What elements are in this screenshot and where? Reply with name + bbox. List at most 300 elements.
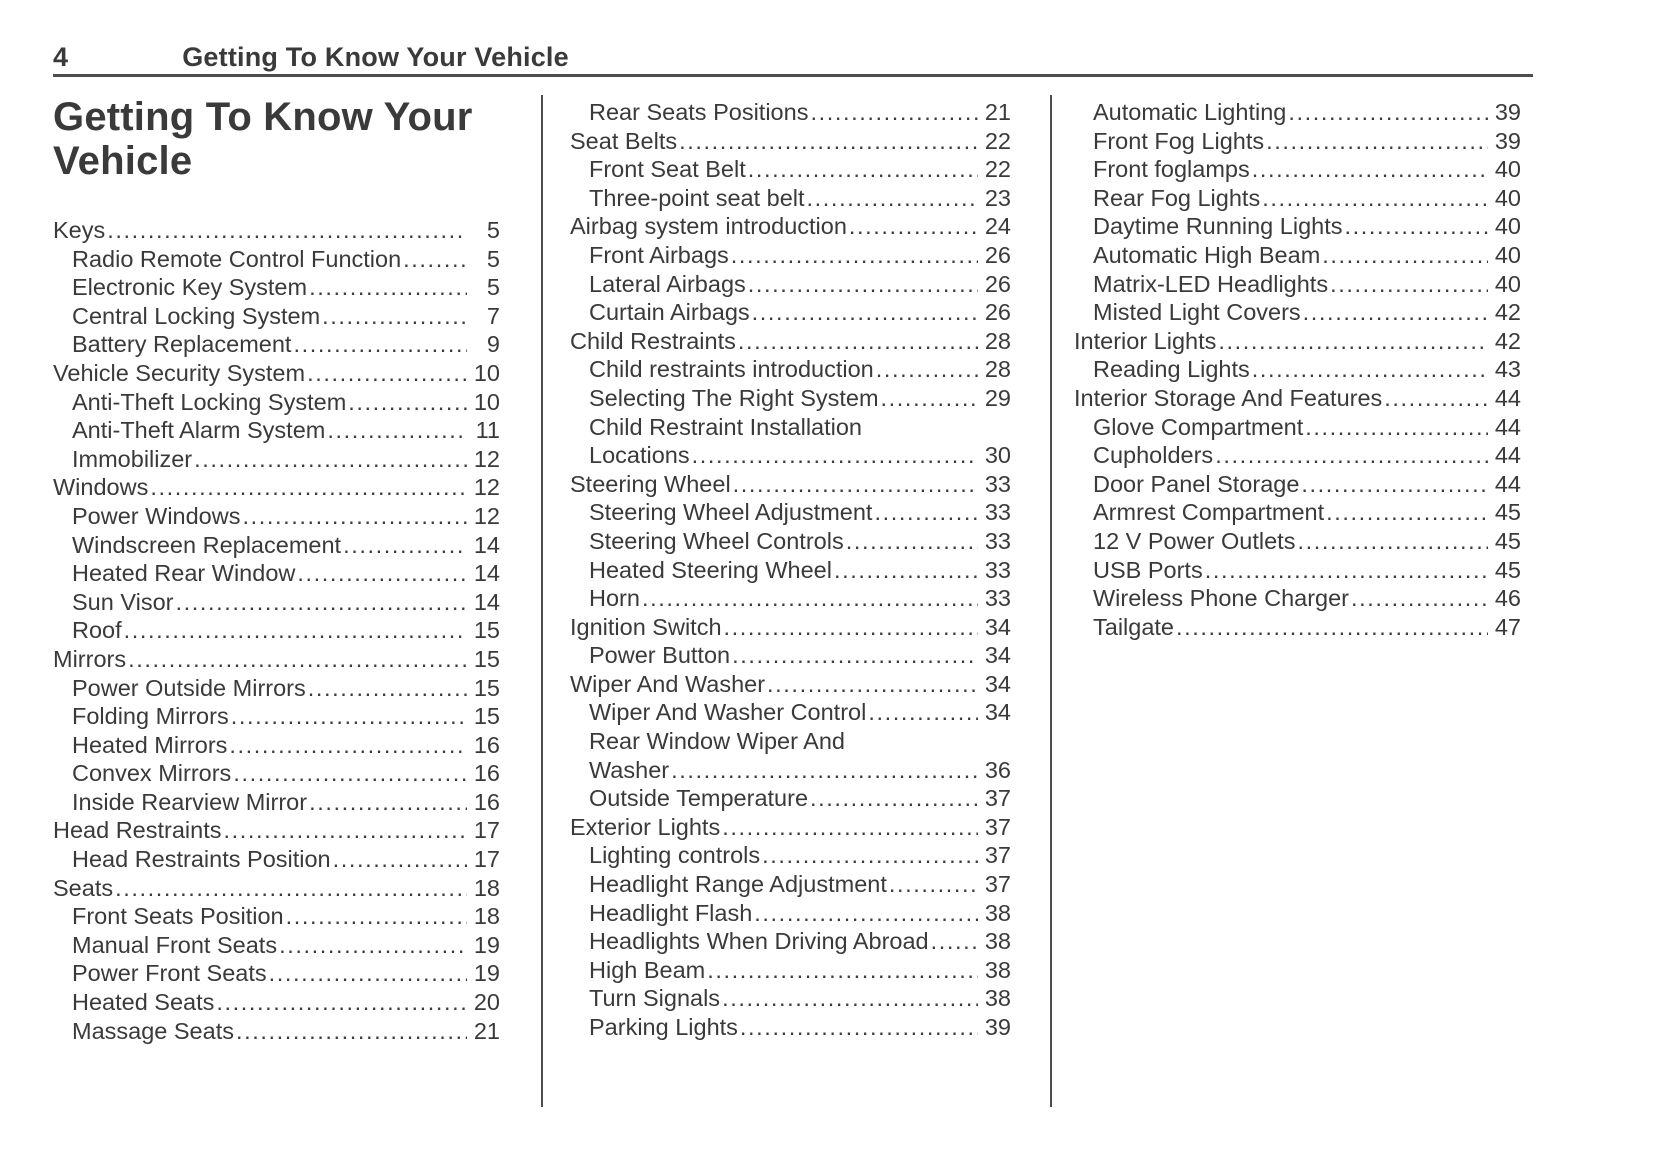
toc-entry bbox=[1074, 212, 1521, 241]
toc-entry-label: Battery Replacement bbox=[72, 331, 292, 358]
toc-entry-page: 39 bbox=[1494, 127, 1521, 154]
toc-entry-label: Lateral Airbags bbox=[589, 270, 746, 297]
toc-entry bbox=[53, 816, 500, 845]
toc-dot-leader bbox=[293, 330, 467, 359]
toc-entry-label: Daytime Running Lights bbox=[1093, 213, 1343, 240]
toc-dot-leader bbox=[722, 984, 978, 1013]
toc-entry-label: Three-point seat belt bbox=[589, 184, 805, 211]
toc-entry-label: Locations bbox=[589, 442, 690, 469]
toc-entry-page: 5 bbox=[486, 217, 500, 243]
toc-entry-label: Seats bbox=[53, 874, 114, 901]
toc-dot-leader bbox=[733, 470, 978, 499]
toc-entry-label: Child Restraints bbox=[570, 327, 736, 354]
toc-entry-page: 23 bbox=[984, 184, 1011, 211]
toc-dot-leader bbox=[1384, 384, 1488, 413]
toc-entry-page: 15 bbox=[473, 617, 500, 644]
toc-entry bbox=[570, 641, 1011, 670]
toc-dot-leader bbox=[1351, 584, 1488, 613]
toc-entry-label: Seat Belts bbox=[570, 127, 678, 154]
toc-entry bbox=[53, 416, 500, 445]
toc-entry-page: 40 bbox=[1494, 156, 1521, 183]
toc-entry-page: 42 bbox=[1494, 299, 1521, 326]
toc-entry bbox=[570, 698, 1011, 727]
toc-entry bbox=[570, 327, 1011, 356]
toc-entry bbox=[1074, 470, 1521, 499]
toc-entry-page: 14 bbox=[473, 531, 500, 558]
toc-entry-label: Parking Lights bbox=[589, 1014, 738, 1040]
toc-entry-label: Exterior Lights bbox=[570, 813, 721, 840]
toc-dot-leader bbox=[1297, 527, 1488, 556]
toc-entry bbox=[53, 388, 500, 417]
toc-entry bbox=[1074, 527, 1521, 556]
toc-entry-label: Child restraints introduction bbox=[589, 356, 874, 383]
toc-entry bbox=[53, 502, 500, 531]
toc-dot-leader bbox=[876, 355, 978, 384]
toc-entry-label: Windscreen Replacement bbox=[72, 531, 342, 558]
toc-entry-label: Ignition Switch bbox=[570, 613, 722, 640]
toc-entry-page: 16 bbox=[473, 788, 500, 815]
toc-entry-page: 17 bbox=[473, 817, 500, 844]
section-title-line2: Vehicle bbox=[53, 139, 193, 183]
toc-dot-leader bbox=[1322, 241, 1488, 270]
toc-entry-page: 14 bbox=[473, 560, 500, 587]
toc-entry-label: Windows bbox=[53, 474, 149, 501]
toc-entry-page: 38 bbox=[984, 985, 1011, 1012]
toc-entry bbox=[570, 155, 1011, 184]
toc-dot-leader bbox=[229, 731, 467, 760]
toc-entry-label: Headlight Range Adjustment bbox=[589, 871, 887, 898]
section-title bbox=[53, 95, 500, 183]
toc-entry bbox=[570, 527, 1011, 556]
toc-dot-leader bbox=[748, 270, 978, 299]
toc-entry bbox=[570, 212, 1011, 241]
toc-dot-leader bbox=[279, 931, 467, 960]
toc-entry bbox=[53, 702, 500, 731]
toc-entry bbox=[570, 899, 1011, 928]
toc-entry bbox=[53, 473, 500, 502]
toc-entry-label: USB Ports bbox=[1093, 556, 1203, 583]
toc-dot-leader bbox=[807, 184, 978, 213]
toc-entry-label: Power Outside Mirrors bbox=[72, 674, 306, 701]
toc-entry bbox=[570, 241, 1011, 270]
toc-entry-label: Sun Visor bbox=[72, 588, 174, 615]
toc-entry-page: 47 bbox=[1494, 613, 1521, 640]
toc-entry bbox=[570, 1013, 1011, 1042]
toc-entry bbox=[570, 470, 1011, 499]
toc-entry bbox=[53, 245, 500, 274]
toc-entry-label: Headlights When Driving Abroad bbox=[589, 928, 929, 955]
toc-entry-page: 45 bbox=[1494, 499, 1521, 526]
toc-entry-page: 34 bbox=[984, 613, 1011, 640]
toc-entry-label: Keys bbox=[53, 217, 106, 243]
toc-entry bbox=[1074, 98, 1521, 127]
toc-entry-page: 9 bbox=[486, 331, 500, 358]
toc-entry-page: 38 bbox=[984, 899, 1011, 926]
toc-entry-label: Automatic Lighting bbox=[1093, 99, 1287, 125]
toc-content bbox=[53, 95, 1533, 1115]
toc-entry bbox=[53, 874, 500, 903]
toc-entry-label: Wiper And Washer Control bbox=[589, 699, 867, 726]
toc-entry bbox=[1074, 384, 1521, 413]
toc-dot-leader bbox=[322, 302, 467, 331]
toc-entry-page: 38 bbox=[984, 956, 1011, 983]
toc-dot-leader bbox=[671, 756, 978, 785]
toc-entry-page: 44 bbox=[1494, 442, 1521, 469]
toc-entry bbox=[53, 674, 500, 703]
toc-entry-label: Turn Signals bbox=[589, 985, 721, 1012]
toc-entry-label: Interior Lights bbox=[1074, 327, 1217, 354]
toc-dot-leader bbox=[1262, 184, 1488, 213]
toc-entry-page: 20 bbox=[473, 989, 500, 1016]
toc-entry-label: Interior Storage And Features bbox=[1074, 384, 1383, 411]
toc-dot-leader bbox=[679, 127, 978, 156]
toc-entry bbox=[53, 959, 500, 988]
toc-entry-page: 33 bbox=[984, 470, 1011, 497]
toc-entry-label: Wiper And Washer bbox=[570, 670, 766, 697]
header-rule bbox=[53, 74, 1533, 77]
toc-column-3 bbox=[1074, 98, 1521, 641]
toc-entry bbox=[53, 616, 500, 645]
toc-dot-leader bbox=[115, 874, 467, 903]
toc-dot-leader bbox=[233, 759, 467, 788]
toc-entry-page: 15 bbox=[473, 645, 500, 672]
toc-entry-page: 40 bbox=[1494, 213, 1521, 240]
toc-entry bbox=[1074, 127, 1521, 156]
toc-entry-label: Folding Mirrors bbox=[72, 703, 229, 730]
toc-column-2 bbox=[570, 98, 1011, 1042]
toc-entry-label: Front Seat Belt bbox=[589, 156, 746, 183]
column-divider-1 bbox=[541, 95, 543, 1107]
toc-dot-leader bbox=[731, 241, 978, 270]
toc-dot-leader bbox=[707, 956, 978, 985]
toc-entry bbox=[53, 273, 500, 302]
toc-entry-label: Airbag system introduction bbox=[570, 213, 847, 240]
toc-dot-leader bbox=[1218, 327, 1488, 356]
toc-entry-page: 16 bbox=[473, 731, 500, 758]
toc-dot-leader bbox=[343, 531, 467, 560]
toc-entry-label: Heated Mirrors bbox=[72, 731, 228, 758]
toc-dot-leader bbox=[231, 702, 467, 731]
toc-entry-page: 43 bbox=[1494, 356, 1521, 383]
toc-entry-label: Lighting controls bbox=[589, 842, 761, 869]
toc-dot-leader bbox=[1301, 470, 1488, 499]
toc-entry bbox=[1074, 270, 1521, 299]
toc-entry-page: 34 bbox=[984, 670, 1011, 697]
toc-entry-page: 33 bbox=[984, 527, 1011, 554]
toc-dot-leader bbox=[738, 327, 978, 356]
toc-entry bbox=[570, 670, 1011, 699]
toc-dot-leader bbox=[175, 588, 467, 617]
toc-entry-page: 29 bbox=[984, 384, 1011, 411]
toc-dot-leader bbox=[128, 645, 467, 674]
toc-entry bbox=[570, 413, 1011, 442]
toc-entry-page: 10 bbox=[473, 388, 500, 415]
toc-entry-page: 5 bbox=[486, 245, 500, 272]
toc-entry-label: Head Restraints bbox=[53, 817, 222, 844]
toc-entry-page: 37 bbox=[984, 842, 1011, 869]
toc-entry-page: 30 bbox=[984, 442, 1011, 469]
toc-entry bbox=[1074, 584, 1521, 613]
toc-dot-leader bbox=[889, 870, 978, 899]
toc-dot-leader bbox=[834, 556, 978, 585]
toc-entry-page: 46 bbox=[1494, 585, 1521, 612]
toc-entry-page: 44 bbox=[1494, 384, 1521, 411]
toc-entry-page: 16 bbox=[473, 760, 500, 787]
toc-entry-label: Manual Front Seats bbox=[72, 931, 278, 958]
toc-dot-leader bbox=[1266, 127, 1488, 156]
toc-entry bbox=[53, 216, 500, 245]
toc-entry-page: 45 bbox=[1494, 527, 1521, 554]
toc-entry-label: Roof bbox=[72, 617, 122, 644]
toc-dot-leader bbox=[124, 616, 467, 645]
toc-entry-label: Anti-Theft Alarm System bbox=[72, 417, 326, 444]
toc-entry-page: 44 bbox=[1494, 470, 1521, 497]
toc-entry bbox=[1074, 184, 1521, 213]
toc-entry-page: 37 bbox=[984, 871, 1011, 898]
toc-entry bbox=[53, 731, 500, 760]
toc-entry bbox=[53, 788, 500, 817]
toc-column-1 bbox=[53, 95, 500, 1045]
toc-entry bbox=[570, 927, 1011, 956]
toc-entry-label: Headlight Flash bbox=[589, 899, 753, 926]
toc-entry-label: Glove Compartment bbox=[1093, 413, 1304, 440]
toc-entry-page: 11 bbox=[475, 417, 500, 444]
toc-entry-label: Rear Window Wiper And bbox=[589, 728, 845, 755]
toc-entry bbox=[570, 498, 1011, 527]
toc-dot-leader bbox=[1305, 413, 1488, 442]
toc-dot-leader bbox=[194, 445, 467, 474]
toc-entry-label: Tailgate bbox=[1093, 613, 1174, 640]
toc-entry-label: Central Locking System bbox=[72, 302, 321, 329]
toc-dot-leader bbox=[1303, 298, 1488, 327]
toc-entry-page: 22 bbox=[984, 127, 1011, 154]
toc-entry-label: Mirrors bbox=[53, 645, 127, 672]
toc-entry-label: Heated Seats bbox=[72, 989, 215, 1016]
toc-entry bbox=[570, 841, 1011, 870]
toc-dot-leader bbox=[868, 698, 978, 727]
toc-entry-label: Outside Temperature bbox=[589, 785, 809, 812]
toc-entry bbox=[53, 1017, 500, 1046]
toc-entry bbox=[1074, 355, 1521, 384]
toc-dot-leader bbox=[874, 498, 978, 527]
toc-entry-page: 19 bbox=[473, 931, 500, 958]
toc-entry-label: Power Button bbox=[589, 642, 731, 669]
toc-dot-leader bbox=[224, 816, 468, 845]
toc-entry bbox=[1074, 155, 1521, 184]
toc-entry-page: 17 bbox=[473, 846, 500, 873]
toc-entry bbox=[570, 870, 1011, 899]
toc-entry-label: Selecting The Right System bbox=[589, 384, 879, 411]
toc-entry-page: 5 bbox=[486, 274, 500, 301]
toc-entry-label: Matrix-LED Headlights bbox=[1093, 270, 1329, 297]
toc-entry bbox=[570, 127, 1011, 156]
toc-dot-leader bbox=[849, 212, 978, 241]
toc-entry-label: Front Seats Position bbox=[72, 903, 284, 930]
toc-entry bbox=[53, 645, 500, 674]
toc-entry-page: 26 bbox=[984, 299, 1011, 326]
toc-dot-leader bbox=[309, 788, 467, 817]
toc-entry bbox=[53, 330, 500, 359]
toc-entry bbox=[53, 588, 500, 617]
toc-entry-page: 45 bbox=[1494, 556, 1521, 583]
toc-dot-leader bbox=[810, 784, 978, 813]
toc-dot-leader bbox=[1205, 556, 1488, 585]
toc-entry-page: 10 bbox=[473, 359, 500, 386]
toc-entry-page: 18 bbox=[473, 903, 500, 930]
toc-entry-page: 12 bbox=[473, 474, 500, 501]
toc-entry-page: 33 bbox=[984, 499, 1011, 526]
toc-dot-leader bbox=[762, 841, 978, 870]
toc-entry bbox=[1074, 498, 1521, 527]
toc-entry-page: 15 bbox=[473, 674, 500, 701]
toc-entry-label: Door Panel Storage bbox=[1093, 470, 1300, 497]
toc-entry-page: 37 bbox=[984, 813, 1011, 840]
toc-entry bbox=[570, 441, 1011, 470]
toc-entry-label: Child Restraint Installation bbox=[589, 413, 862, 440]
toc-entry-page: 44 bbox=[1494, 413, 1521, 440]
toc-entry bbox=[1074, 441, 1521, 470]
toc-entry-page: 38 bbox=[984, 928, 1011, 955]
toc-entry-label: Front Fog Lights bbox=[1093, 127, 1265, 154]
toc-entry-page: 39 bbox=[984, 1014, 1011, 1040]
toc-entry-label: Steering Wheel Controls bbox=[589, 527, 844, 554]
toc-entry-page: 36 bbox=[984, 756, 1011, 783]
toc-entry-page: 26 bbox=[984, 241, 1011, 268]
toc-dot-leader bbox=[752, 298, 978, 327]
toc-entry bbox=[570, 384, 1011, 413]
toc-dot-leader bbox=[1215, 441, 1488, 470]
toc-dot-leader bbox=[1345, 212, 1489, 241]
toc-entry-label: Misted Light Covers bbox=[1093, 299, 1301, 326]
toc-entry bbox=[53, 902, 500, 931]
toc-entry bbox=[1074, 413, 1521, 442]
toc-entry-page: 33 bbox=[984, 585, 1011, 612]
toc-entry-label: Electronic Key System bbox=[72, 274, 308, 301]
toc-dot-leader bbox=[740, 1013, 978, 1042]
toc-entry-label: Power Windows bbox=[72, 502, 241, 529]
toc-dot-leader bbox=[724, 613, 978, 642]
toc-entry-page: 12 bbox=[473, 445, 500, 472]
toc-dot-leader bbox=[748, 155, 978, 184]
toc-entry bbox=[53, 559, 500, 588]
toc-dot-leader bbox=[150, 473, 467, 502]
toc-dot-leader bbox=[327, 416, 467, 445]
toc-dot-leader bbox=[308, 674, 467, 703]
toc-entry-label: Horn bbox=[589, 585, 640, 612]
toc-entry bbox=[53, 302, 500, 331]
toc-entry-page: 28 bbox=[984, 327, 1011, 354]
toc-entry-label: Cupholders bbox=[1093, 442, 1214, 469]
toc-entry-label: Front Airbags bbox=[589, 241, 729, 268]
toc-entry-label: Automatic High Beam bbox=[1093, 241, 1321, 268]
toc-entry-page: 34 bbox=[984, 642, 1011, 669]
toc-dot-leader bbox=[403, 245, 467, 274]
toc-entry bbox=[1074, 613, 1521, 642]
toc-dot-leader bbox=[216, 988, 467, 1017]
toc-entry-label: Wireless Phone Charger bbox=[1093, 585, 1349, 612]
toc-entry-label: Radio Remote Control Function bbox=[72, 245, 402, 272]
toc-entry bbox=[570, 813, 1011, 842]
toc-entry-page: 24 bbox=[984, 213, 1011, 240]
toc-entry-page: 26 bbox=[984, 270, 1011, 297]
toc-entry-page: 18 bbox=[473, 874, 500, 901]
toc-entry bbox=[53, 988, 500, 1017]
toc-entry-label: Heated Steering Wheel bbox=[589, 556, 832, 583]
toc-dot-leader bbox=[236, 1017, 467, 1046]
toc-entry-label: Armrest Compartment bbox=[1093, 499, 1325, 526]
toc-entry bbox=[570, 556, 1011, 585]
toc-dot-leader bbox=[732, 641, 978, 670]
toc-entry-label: Immobilizer bbox=[72, 445, 193, 472]
toc-dot-leader bbox=[348, 388, 467, 417]
toc-entry-page: 15 bbox=[473, 703, 500, 730]
toc-dot-leader bbox=[1252, 355, 1488, 384]
toc-entry bbox=[53, 931, 500, 960]
toc-dot-leader bbox=[1330, 270, 1488, 299]
toc-entry-page: 22 bbox=[984, 156, 1011, 183]
toc-entry-label: Steering Wheel bbox=[570, 470, 731, 497]
toc-entry bbox=[570, 355, 1011, 384]
toc-entry bbox=[570, 756, 1011, 785]
toc-entry-page: 19 bbox=[473, 960, 500, 987]
toc-entry bbox=[53, 759, 500, 788]
toc-entry bbox=[570, 727, 1011, 756]
toc-entry bbox=[570, 98, 1011, 127]
toc-dot-leader bbox=[881, 384, 978, 413]
toc-dot-leader bbox=[1288, 98, 1488, 127]
toc-entry bbox=[570, 613, 1011, 642]
toc-entry bbox=[1074, 327, 1521, 356]
toc-entry-page: 39 bbox=[1494, 99, 1521, 125]
toc-entry-label: Heated Rear Window bbox=[72, 560, 296, 587]
toc-entry-label: 12 V Power Outlets bbox=[1093, 527, 1296, 554]
toc-entry-label: High Beam bbox=[589, 956, 706, 983]
toc-dot-leader bbox=[642, 584, 978, 613]
toc-dot-leader bbox=[107, 216, 467, 245]
toc-dot-leader bbox=[767, 670, 978, 699]
toc-entry bbox=[570, 956, 1011, 985]
toc-entry bbox=[570, 784, 1011, 813]
toc-dot-leader bbox=[309, 273, 467, 302]
toc-entry-label: Rear Seats Positions bbox=[589, 99, 809, 125]
toc-entry-label: Inside Rearview Mirror bbox=[72, 788, 308, 815]
page-header bbox=[53, 42, 569, 73]
column-divider-2 bbox=[1050, 95, 1052, 1107]
toc-entry bbox=[570, 270, 1011, 299]
toc-dot-leader bbox=[754, 899, 978, 928]
toc-entry-label: Massage Seats bbox=[72, 1017, 234, 1044]
toc-entry bbox=[570, 298, 1011, 327]
toc-dot-leader bbox=[333, 845, 467, 874]
toc-entry bbox=[570, 584, 1011, 613]
toc-entry-page: 21 bbox=[473, 1017, 500, 1044]
toc-entry bbox=[53, 845, 500, 874]
toc-dot-leader bbox=[1176, 613, 1488, 642]
toc-dot-leader bbox=[242, 502, 467, 531]
toc-entry bbox=[1074, 298, 1521, 327]
toc-dot-leader bbox=[931, 927, 978, 956]
toc-entry-page: 12 bbox=[473, 502, 500, 529]
header-chapter-title: Getting To Know Your Vehicle bbox=[182, 42, 569, 72]
toc-dot-leader bbox=[297, 559, 467, 588]
toc-entry-page: 14 bbox=[473, 588, 500, 615]
toc-dot-leader bbox=[307, 359, 467, 388]
toc-dot-leader bbox=[269, 959, 467, 988]
toc-entry-label: Steering Wheel Adjustment bbox=[589, 499, 873, 526]
toc-entry-label: Head Restraints Position bbox=[72, 846, 331, 873]
toc-dot-leader bbox=[286, 902, 467, 931]
toc-entry-page: 40 bbox=[1494, 270, 1521, 297]
